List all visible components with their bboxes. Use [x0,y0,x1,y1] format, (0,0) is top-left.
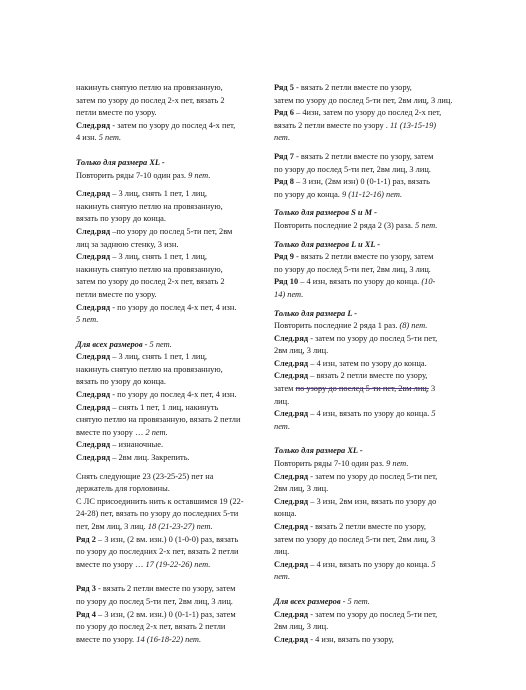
instruction-line [76,402,276,415]
instruction-text: по узору до конца. [274,189,340,199]
text-line: Снять следующие 23 (23-25-25) пет на [76,471,214,481]
instruction-text: - по узору до послед 4-х пет, 4 изн. [110,390,237,400]
text-line: затем по узору до послед 2-х пет, вязать 2 [76,95,225,105]
instruction-line [76,226,276,239]
row-label: След.ряд [76,226,111,236]
stitch-count: 18 (21-23-27) пет. [145,522,213,531]
instruction-line [274,320,474,333]
instruction-text: – 3 изн, (2 вм. изн.) 0 (1-0-0) раз, вязать [95,534,239,544]
section-heading: Только для размера L - [274,308,358,318]
instruction-line [76,188,276,201]
instruction-line [76,634,276,647]
left-column [76,82,276,646]
row-label: Ряд 4 [76,609,96,619]
stitch-count: 5 [429,559,436,569]
row-label: Ряд 2 [76,534,96,544]
stitch-count: 5 [429,409,436,419]
instruction-line [274,251,474,264]
section-heading: Только для размеров L и XL - [274,239,381,249]
instruction-text: вместе по узору … [76,559,144,569]
text-line: 2вм лиц, 3 лиц. [274,622,329,632]
text-line: петли вместе по узору. [76,108,157,118]
row-label: След.ряд [76,402,111,412]
instruction-text: – 3 лиц, снять 1 пет, 1 лиц, [110,189,207,199]
instruction-text: - затем по узору до послед 4-х пет, [110,120,236,130]
instruction-text: - вязать 2 петли вместе по узору, затем [293,151,434,161]
instruction-text: - затем по узору до послед 5-ти пет, [308,609,438,619]
row-label: Ряд 5 [274,83,294,92]
instruction-line [274,189,474,202]
instruction-text: – вязать 2 петли вместе по узору, [308,371,428,381]
instruction-line [274,408,474,421]
section-heading: Только для размера XL - [274,446,363,456]
instruction-line [76,302,276,315]
instruction-line [274,120,474,133]
row-label: След.ряд [274,409,309,419]
row-label: Ряд 8 [274,177,294,187]
instruction-text: - 4 изн, вязать по узору, [308,634,394,644]
row-label: След.ряд [76,390,111,400]
instruction-text: – 4 изн, вязать по узору до конца. [308,409,430,419]
text-line: С ЛС присоединить нить к оставшимся 19 (22- [76,496,244,506]
instruction-text: - затем по узору до послед 5-ти пет, [308,333,438,343]
instruction-text: – 4 изн, вязать по узору до конца. [308,559,430,569]
instruction-line [274,220,474,233]
text-line: снятую петлю на провязанную, вязать 2 петли [76,415,241,425]
instruction-line [76,170,276,183]
row-label: След.ряд [76,352,111,362]
instruction-line [274,559,474,572]
stitch-count: 14 (16-18-22) пет. [134,634,202,644]
row-label: След.ряд [274,371,309,381]
instruction-text: Повторить ряды 7-10 один раз. [274,459,384,469]
instruction-line [274,634,474,647]
instruction-line [274,276,474,289]
text-line: конца. [274,509,297,519]
stitch-count: пет. [274,133,291,143]
stitch-count: 5 пет. [96,133,122,143]
text-line: петли вместе по узору. [76,289,157,299]
stitch-count: 9 (11-12-16) пет. [339,189,403,199]
text-line: 2вм лиц, 3 лиц. [274,346,329,356]
row-label: След.ряд [274,609,309,619]
row-label: След.ряд [274,559,309,569]
text-line: по узору до последних 2-х пет, вязать 2 петли [76,547,239,557]
text-line: вязать по узору до конца. [76,377,166,387]
text-line: затем по узору до послед 5-ти пет, 2вм лиц, 3 [274,534,436,544]
row-label: След.ряд [274,634,309,644]
instruction-text: - вязать 2 петли вместе по узору, [308,522,426,531]
instruction-text: – снять 1 пет, 1 лиц, накинуть [110,402,219,412]
instruction-line [274,609,474,622]
text-line: по узору до послед 5-ти пет, 2вм лиц, 3 лиц. [76,596,233,606]
instruction-line [274,151,474,164]
instruction-line [274,496,474,509]
row-label: След.ряд [76,189,111,199]
instruction-text: Повторить последние 2 ряда 1 раз. [274,321,398,331]
instruction-text: 4 изн. [76,133,97,143]
instruction-line [76,583,276,596]
text-line: 24-28) пет, вязать по узору до последних 5-ти [76,509,239,519]
instruction-text: вместе по узору. [76,634,135,644]
stitch-count: 2 пет. [143,427,168,437]
instruction-text: – 4изн, затем по узору до послед 2-х пет, [293,108,442,118]
instruction-line [76,521,276,534]
instruction-line [274,289,474,302]
instruction-line [76,534,276,547]
instruction-text: - по узору до послед 4-х пет, 4 изн. [110,302,237,312]
row-label: След.ряд [76,302,111,312]
stitch-count: пет. [274,421,291,431]
row-label: Ряд 6 [274,108,294,118]
text-line: затем по узору до послед 2-х пет, вязать 2 [76,277,225,287]
text-line: держатель для горловины. [76,484,170,494]
text-line: 2вм лиц, 3 лиц. [274,484,329,494]
instruction-line [274,596,474,609]
instruction-text: – 3 изн, (2вм изн) 0 (0-1-1) раз, вязать [293,177,430,187]
instruction-line [76,120,276,133]
stitch-count: 9 пет. [384,459,409,469]
instruction-line [274,107,474,120]
stitch-count: - 5 пет. [142,339,172,349]
section-heading: Для всех размеров [76,339,143,349]
stitch-count: пет. [274,572,291,582]
stitch-count: 14) пет. [274,289,304,299]
text-line: накинуть снятую петлю на провязанную, [76,83,223,92]
text-line: лиц за заднюю стенку, 3 изн. [76,239,179,249]
instruction-text: – 3 лиц, снять 1 пет, 1 лиц, [110,252,207,262]
instruction-line [76,559,276,572]
text-line: по узору до послед 2-х пет, вязать 2 петли [76,622,226,632]
instruction-line [76,314,276,327]
instruction-line [76,427,276,440]
section-heading: Только для размера XL - [76,157,165,167]
row-label: След.ряд [76,120,111,130]
instruction-text: –по узору до послед 5-ти пет, 2вм [110,226,233,236]
instruction-text: - вязать 2 петли вместе по узору, затем [293,252,434,262]
instruction-line [274,521,474,534]
row-label: Ряд 10 [274,277,299,287]
instruction-line [76,389,276,402]
instruction-text: - вязать 2 петли вместе по узору, затем [95,584,236,594]
row-label: Ряд 9 [274,252,294,262]
instruction-text: – 4 изн, вязать по узору до конца. [298,277,420,287]
instruction-text: - вязать 2 петли вместе по узору, [293,83,412,92]
instruction-line [76,132,276,145]
instruction-line [274,132,474,145]
instruction-line [76,251,276,264]
instruction-line [76,339,276,352]
text-line: накинуть снятую петлю на провязанную, [76,201,223,211]
section-heading: Для всех размеров [274,596,341,606]
instruction-text: – изнаночные. [110,440,164,450]
text-line: накинуть снятую петлю на провязанную, [76,264,223,274]
row-label: След.ряд [274,471,309,481]
instruction-line [76,351,276,364]
stitch-count: - 5 пет. [340,596,370,606]
section-heading: Только для размеров S и M - [274,208,377,218]
instruction-line [76,439,276,452]
text-line: по узору до послед 5-ти пет, 2вм лиц, 3 лиц. [274,164,431,174]
stitch-count: (10- [419,277,436,287]
stitch-count: (8) пет. [397,321,428,331]
instruction-text: 3 [428,384,436,394]
instruction-line [274,458,474,471]
text-line: вязать по узору до конца. [76,214,166,224]
instruction-line [76,452,276,465]
stitch-count: 17 (19-22-26) пет. [143,559,211,569]
instruction-line [274,82,474,95]
row-label: След.ряд [274,496,309,506]
row-label: След.ряд [274,522,309,531]
instruction-line [274,421,474,434]
row-label: След.ряд [76,440,111,450]
instruction-line [274,358,474,371]
instruction-text: – 3 лиц, снять 1 пет, 1 лиц, [110,352,207,362]
instruction-line [274,571,474,584]
instruction-line [274,176,474,189]
instruction-line [76,609,276,622]
struck-text: по узору до послед 5-ти пет, 2вм лиц, [295,384,429,394]
stitch-count: 9 пет. [186,170,211,180]
stitch-count: 11 (13-15-19) [387,120,437,130]
row-label: След.ряд [76,453,111,463]
row-label: След.ряд [274,358,309,368]
text-line: лиц. [274,396,290,406]
instruction-line [274,383,474,396]
instruction-text: - затем по узору до послед 5-ти пет, [308,471,438,481]
row-label: Ряд 3 [76,584,96,594]
stitch-count: 5 пет. [76,315,99,325]
row-label: След.ряд [274,333,309,343]
text-line: по узору до послед 5-ти пет, 2вм лиц, 3 лиц. [274,264,431,274]
row-label: Ряд 7 [274,151,294,161]
instruction-line [274,471,474,484]
text-line: накинуть снятую петлю на провязанную, [76,364,223,374]
instruction-text: – 2вм лиц. Закрепить. [110,453,190,463]
instruction-text: вязать 2 петли вместе по узору . [274,120,388,130]
instruction-text: Повторить последние 2 ряда 2 (3) раза. [274,220,413,230]
text-line: лиц. [274,547,290,557]
instruction-text: Повторить ряды 7-10 один раз. [76,170,186,180]
instruction-text: пет, 2вм лиц, 3 лиц. [76,522,146,531]
instruction-text: – 3 изн, (2 вм. изн.) 0 (0-1-1) раз, затем [95,609,236,619]
instruction-text: вместе по узору … [76,427,144,437]
instruction-line [274,333,474,346]
right-column [274,82,474,646]
instruction-line [274,370,474,383]
stitch-count: 5 пет. [412,220,438,230]
row-label: След.ряд [76,252,111,262]
instruction-text: затем [274,384,296,394]
instruction-text: – 4 изн, затем по узору до конца. [308,358,427,368]
instruction-text: – 3 изн, 2вм изн, вязать по узору до [308,496,437,506]
text-line: затем по узору до послед 5-ти пет, 2вм лиц, 3 лиц. [274,95,453,105]
